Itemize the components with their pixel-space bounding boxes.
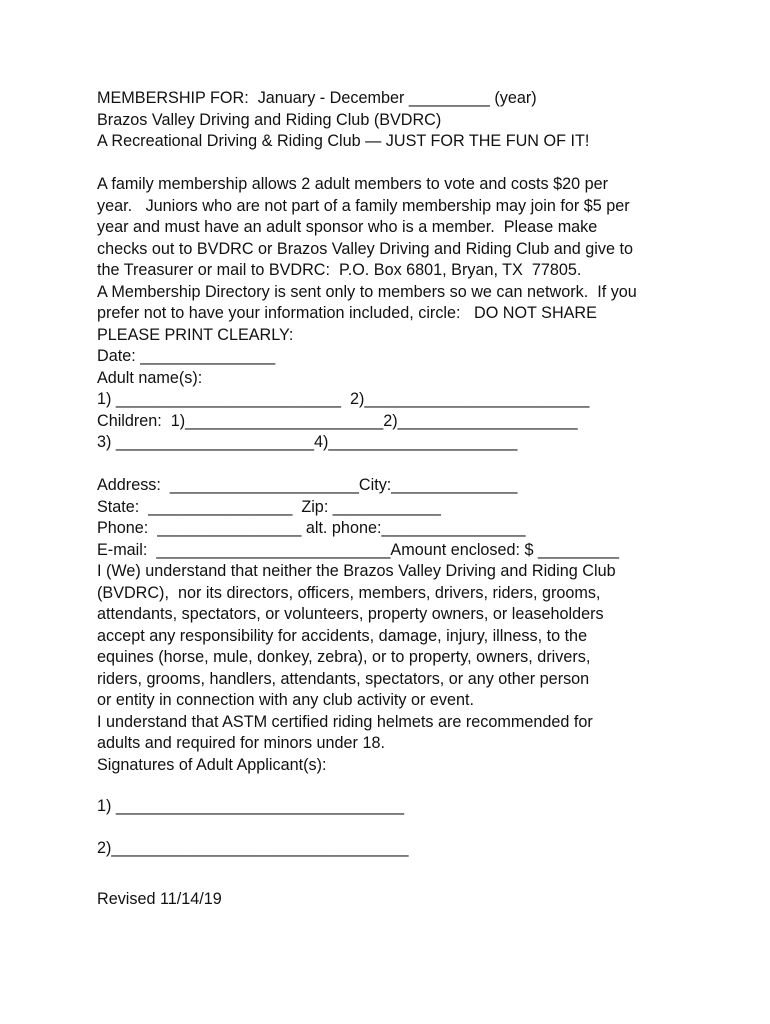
liability-waiver: [97, 561, 697, 755]
membership-form-page: [97, 88, 697, 911]
club-name: Brazos Valley Driving and Riding Club (BVDRC): [97, 110, 442, 129]
children-field-1[interactable]: Children: 1)______________________2)____________________: [97, 411, 578, 430]
signature-line-1[interactable]: 1) ________________________________: [97, 797, 404, 815]
intro-line: year. Juniors who are not part of a family membership may join for $5 per: [97, 196, 630, 215]
date-field[interactable]: Date: _______________: [97, 347, 276, 365]
club-tagline: A Recreational Driving & Riding Club — JUST FOR THE FUN OF IT!: [97, 132, 590, 150]
print-clearly-instruction: PLEASE PRINT CLEARLY:: [97, 325, 294, 344]
waiver-line: I (We) understand that neither the Brazos Valley Driving and Riding Club: [97, 562, 616, 580]
signature-line-2[interactable]: 2)_________________________________: [97, 838, 409, 857]
waiver-line: attendants, spectators, or volunteers, property owners, or leaseholders: [97, 605, 604, 623]
intro-line: A Membership Directory is sent only to members so we can network. If you: [97, 282, 637, 301]
adult-names-field[interactable]: 1) _________________________ 2)_________________________: [97, 390, 590, 408]
signatures-label: Signatures of Adult Applicant(s):: [97, 755, 327, 774]
waiver-line: riders, grooms, handlers, attendants, spectators, or any other person: [97, 669, 590, 688]
intro-line: prefer not to have your information included, circle: DO NOT SHARE: [97, 304, 597, 322]
revision-date: Revised 11/14/19: [97, 890, 222, 908]
helmet-notice-line: I understand that ASTM certified riding helmets are recommended for: [97, 712, 593, 731]
spacer: [97, 776, 697, 796]
waiver-line: equines (horse, mule, donkey, zebra), or to property, owners, drivers,: [97, 648, 591, 666]
intro-line: A family membership allows 2 adult members to vote and costs $20 per: [97, 175, 609, 193]
member-info-fields: [97, 346, 697, 561]
helmet-notice-line: adults and required for minors under 18.: [97, 734, 385, 752]
spacer: [97, 153, 697, 175]
state-zip-field[interactable]: State: ________________ Zip: ____________: [97, 497, 441, 516]
adult-names-label: Adult name(s):: [97, 368, 203, 387]
waiver-line: accept any responsibility for accidents, damage, injury, illness, to the: [97, 626, 588, 645]
spacer: [97, 454, 697, 476]
children-field-2[interactable]: 3) ______________________4)_____________________: [97, 433, 518, 451]
email-amount-field[interactable]: E-mail: __________________________Amount enclosed: $ _________: [97, 540, 620, 559]
membership-year-line: MEMBERSHIP FOR: January - December _________ (year): [97, 89, 537, 107]
spacer: [97, 818, 697, 838]
signature-section: [97, 755, 697, 860]
address-city-field[interactable]: Address: _____________________City:______________: [97, 476, 518, 494]
waiver-line: (BVDRC), nor its directors, officers, members, drivers, riders, grooms,: [97, 583, 601, 602]
intro-line: checks out to BVDRC or Brazos Valley Driving and Riding Club and give to: [97, 239, 633, 258]
phone-field[interactable]: Phone: ________________ alt. phone:________________: [97, 519, 526, 537]
intro-line: the Treasurer or mail to BVDRC: P.O. Box 6801, Bryan, TX 77805.: [97, 261, 582, 279]
intro-line: year and must have an adult sponsor who is a member. Please make: [97, 218, 598, 236]
waiver-line: or entity in connection with any club activity or event.: [97, 691, 474, 709]
intro-paragraph: [97, 174, 697, 346]
spacer: [97, 859, 697, 889]
